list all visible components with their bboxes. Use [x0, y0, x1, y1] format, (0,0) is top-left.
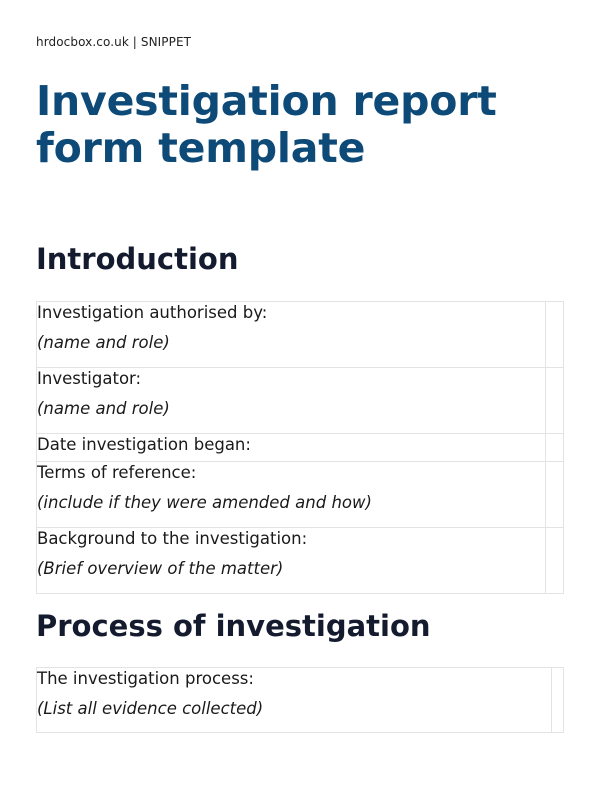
field-label-authorised-by: Investigation authorised by: — [37, 303, 268, 322]
field-hint-investigation-process: (List all evidence collected) — [37, 699, 264, 718]
process-heading: Process of investigation — [36, 609, 431, 643]
field-hint-terms-of-reference: (include if they were amended and how) — [37, 493, 372, 512]
table-row — [37, 434, 564, 462]
label-cell — [37, 368, 546, 434]
field-value-background[interactable] — [546, 528, 564, 594]
field-value-authorised-by[interactable] — [546, 302, 564, 368]
process-table — [36, 667, 564, 733]
field-hint-investigator: (name and role) — [37, 399, 170, 418]
label-cell — [37, 462, 546, 528]
table-row — [37, 368, 564, 434]
label-cell — [37, 302, 546, 368]
introduction-table — [36, 301, 564, 594]
table-row — [37, 668, 564, 733]
field-label-investigation-process: The investigation process: — [37, 669, 254, 688]
field-value-investigation-process[interactable] — [552, 668, 564, 733]
field-hint-background: (Brief overview of the matter) — [37, 559, 284, 578]
introduction-heading: Introduction — [36, 242, 239, 276]
field-value-date-began[interactable] — [546, 434, 564, 462]
field-label-date-began: Date investigation began: — [37, 435, 251, 454]
table-row — [37, 302, 564, 368]
field-label-investigator: Investigator: — [37, 369, 142, 388]
label-cell — [37, 668, 552, 733]
field-hint-authorised-by: (name and role) — [37, 333, 170, 352]
field-value-investigator[interactable] — [546, 368, 564, 434]
document-title-line-2: form template — [36, 124, 366, 172]
field-label-background: Background to the investigation: — [37, 529, 308, 548]
label-cell — [37, 528, 546, 594]
source-line: hrdocbox.co.uk | SNIPPET — [36, 35, 192, 49]
table-row — [37, 528, 564, 594]
table-row — [37, 462, 564, 528]
document-title-line-1: Investigation report — [36, 77, 497, 125]
field-label-terms-of-reference: Terms of reference: — [37, 463, 197, 482]
label-cell — [37, 434, 546, 462]
document-title — [36, 78, 497, 172]
field-value-terms-of-reference[interactable] — [546, 462, 564, 528]
